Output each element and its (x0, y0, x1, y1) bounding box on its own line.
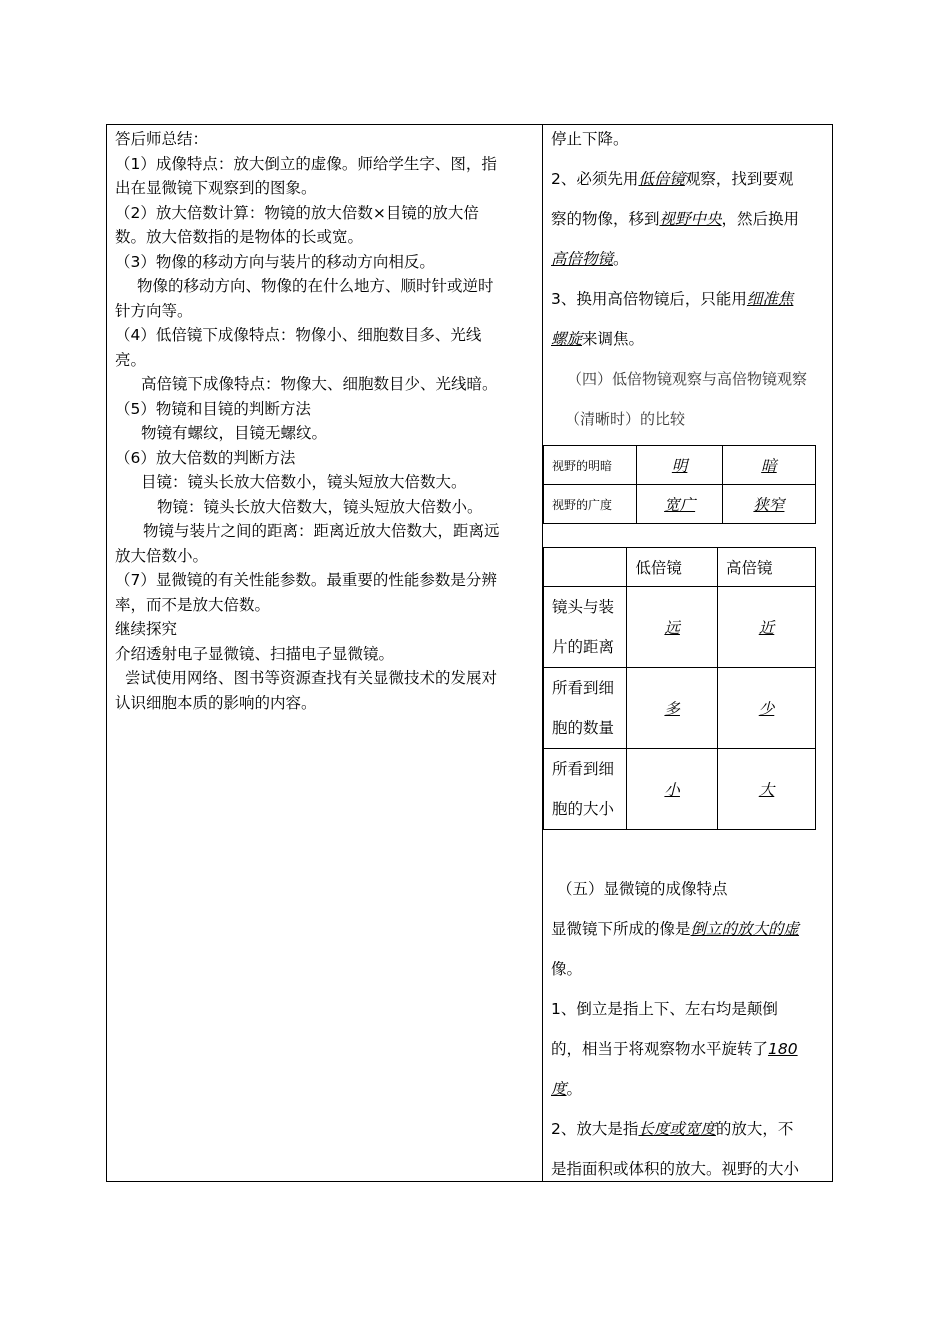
summary-line: （5）物镜和目镜的判断方法 (115, 399, 311, 418)
summary-line: 针方向等。 (115, 301, 193, 320)
table-cell: 大 (718, 749, 816, 830)
summary-line: （7）显微镜的有关性能参数。最重要的性能参数是分辨 (115, 571, 497, 589)
note-line: 高倍物镜。 (551, 250, 629, 268)
table-header: 高倍镜 (718, 548, 816, 587)
note-line: 的，相当于将观察物水平旋转了180 (551, 1040, 798, 1058)
summary-line: 率，而不是放大倍数。 (115, 595, 271, 614)
summary-line: 出在显微镜下观察到的图象。 (115, 179, 317, 197)
table-row (544, 485, 816, 524)
section-heading: （五）显微镜的成像特点 (557, 880, 728, 898)
note-line: 显微镜下所成的像是倒立的放大的虚 (551, 920, 800, 938)
answer-blank: 高倍物镜 (551, 250, 614, 268)
summary-line: 物镜有螺纹，目镜无螺纹。 (141, 424, 328, 442)
table-cell: 小 (627, 749, 718, 830)
answer-blank: 细准焦 (746, 290, 794, 308)
note-line: 像。 (551, 960, 583, 978)
table-row (544, 548, 816, 587)
summary-line: 介绍透射电子显微镜、扫描电子显微镜。 (115, 644, 395, 663)
table-cell: 宽广 (637, 485, 723, 524)
summary-line: 目镜：镜头长放大倍数小，镜头短放大倍数大。 (141, 473, 467, 491)
section-heading: （四）低倍物镜观察与高倍物镜观察 (567, 370, 808, 388)
table-cell (544, 548, 627, 587)
summary-line: （1）成像特点：放大倒立的虚像。师给学生字、图，指 (115, 154, 497, 173)
summary-line: 物像的移动方向、物像的在什么地方、顺时针或逆时 (137, 277, 494, 295)
answer-blank: 视野中央 (659, 210, 722, 228)
note-line: 螺旋来调焦。 (551, 330, 645, 348)
section-heading: （清晰时）的比较 (565, 410, 686, 428)
answer-blank: 低倍镜 (638, 170, 685, 188)
summary-line: （4）低倍镜下成像特点：物像小、细胞数目多、光线 (115, 326, 482, 344)
summary-line: 物镜：镜头长放大倍数大，镜头短放大倍数小。 (157, 497, 483, 516)
table-row (544, 446, 816, 485)
table-row (544, 587, 816, 668)
note-line: 2、必须先用低倍镜观察，找到要观 (551, 170, 794, 188)
table-cell: 少 (718, 668, 816, 749)
table-cell: 狭窄 (722, 485, 815, 524)
table-cell: 多 (627, 668, 718, 749)
answer-blank: 螺旋 (551, 330, 583, 348)
field-of-view-table (543, 445, 816, 524)
summary-line: 答后师总结： (115, 130, 209, 148)
note-line: 察的物像，移到视野中央，然后换用 (551, 210, 800, 228)
table-cell: 明 (637, 446, 723, 485)
summary-line: 认识细胞本质的影响的内容。 (115, 693, 317, 712)
summary-line: （6）放大倍数的判断方法 (115, 448, 296, 467)
note-line: 度。 (551, 1080, 583, 1098)
table-cell: 视野的广度 (544, 485, 637, 524)
summary-line: 放大倍数小。 (115, 546, 209, 565)
summary-line: 亮。 (115, 350, 147, 369)
note-line: 3、换用高倍物镜后，只能用细准焦 (551, 290, 794, 308)
answer-blank: 180 (768, 1040, 798, 1058)
answer-blank: 倒立的放大的虚 (690, 920, 800, 938)
note-line: 2、放大是指长度或宽度的放大，不 (551, 1120, 794, 1138)
summary-line: 高倍镜下成像特点：物像大、细胞数目少、光线暗。 (141, 375, 498, 393)
left-column-summary (115, 127, 539, 715)
table-row (544, 668, 816, 749)
answer-blank: 长度或宽度 (638, 1120, 716, 1138)
table-cell: 近 (718, 587, 816, 668)
summary-line: （3）物像的移动方向与装片的移动方向相反。 (115, 252, 435, 271)
table-cell: 所看到细 胞的数量 (544, 668, 627, 749)
note-line: 1、倒立是指上下、左右均是颠倒 (551, 1000, 778, 1018)
table-cell: 所看到细 胞的大小 (544, 749, 627, 830)
table-cell: 视野的明暗 (544, 446, 637, 485)
note-line: 停止下降。 (551, 130, 629, 148)
summary-line: 物镜与装片之间的距离：距离近放大倍数大，距离远 (143, 522, 500, 540)
note-line: 是指面积或体积的放大。视野的大小 (551, 1160, 800, 1178)
table-cell: 镜头与装 片的距离 (544, 587, 627, 668)
table-cell: 暗 (722, 446, 815, 485)
summary-line: 继续探究 (115, 620, 178, 638)
answer-blank: 度 (551, 1080, 567, 1098)
magnification-comparison-table (543, 547, 816, 830)
table-header: 低倍镜 (627, 548, 718, 587)
summary-line: 尝试使用网络、图书等资源查找有关显微技术的发展对 (125, 669, 498, 687)
table-cell: 远 (627, 587, 718, 668)
table-row (544, 749, 816, 830)
lesson-table (106, 124, 833, 1182)
summary-line: 数。放大倍数指的是物体的长或宽。 (115, 228, 364, 246)
summary-line: （2）放大倍数计算：物镜的放大倍数×目镜的放大倍 (115, 203, 479, 222)
